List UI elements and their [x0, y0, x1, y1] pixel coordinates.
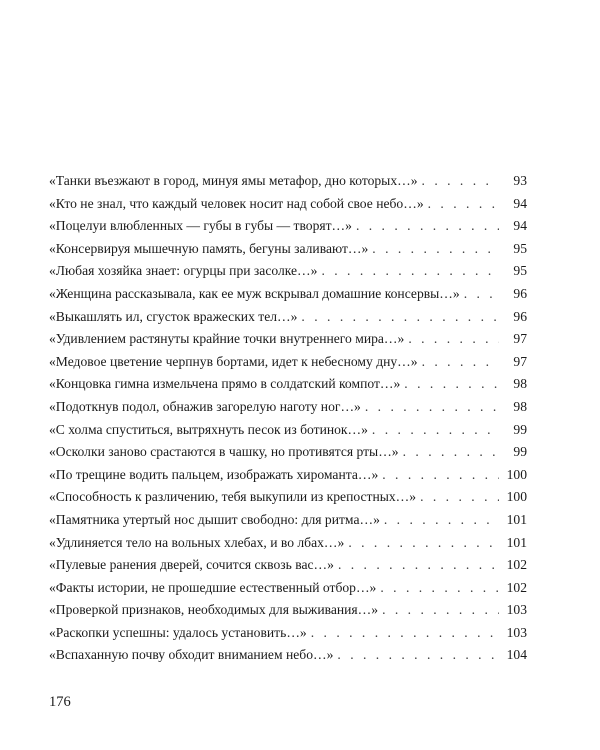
toc-entry-page: 99 — [513, 421, 527, 437]
toc-entry-page: 102 — [506, 579, 527, 595]
dot-leader — [384, 512, 499, 528]
dot-leader — [408, 331, 499, 347]
toc-entry-title: «Женщина рассказывала, как ее муж вскрывал домашние консервы…» — [49, 285, 460, 301]
toc-entry — [49, 422, 527, 445]
toc-entry-page: 94 — [513, 195, 527, 211]
toc-entry — [49, 467, 527, 490]
toc-entry-title: «Любая хозяйка знает: огурцы при засолке…» — [49, 263, 318, 279]
toc-entry-title: «Факты истории, не прошедшие естественный отбор…» — [49, 579, 377, 595]
toc-entry-title: «По трещине водить пальцем, изображать хироманта…» — [49, 466, 379, 482]
toc-entry — [49, 625, 527, 648]
toc-entry — [49, 399, 527, 422]
page-number: 176 — [49, 694, 71, 710]
dot-leader — [382, 602, 499, 618]
toc-entry-page: 96 — [513, 285, 527, 301]
toc-entry — [49, 580, 527, 603]
toc-entry-page: 95 — [513, 240, 527, 256]
toc-entry-page: 97 — [513, 353, 527, 369]
toc-entry-title: «Осколки заново срастаются в чашку, но противятся рты…» — [49, 444, 399, 460]
dot-leader — [404, 376, 499, 392]
toc-entry-title: «Проверкой признаков, необходимых для выживания…» — [49, 602, 379, 618]
dot-leader — [428, 196, 499, 212]
toc-entry-page: 100 — [506, 489, 527, 505]
toc-entry-page: 102 — [506, 557, 527, 573]
toc-entry — [49, 602, 527, 625]
toc-entry-title: «Медовое цветение черпнув бортами, идет к небесному дну…» — [49, 353, 418, 369]
toc-entry-title: «Кто не знал, что каждый человек носит над собой свое небо…» — [49, 195, 424, 211]
toc-entry-page: 99 — [513, 444, 527, 460]
toc-entry — [49, 489, 527, 512]
dot-leader — [422, 173, 499, 189]
toc-entry — [49, 218, 527, 241]
dot-leader — [338, 557, 499, 573]
dot-leader — [321, 263, 499, 279]
dot-leader — [337, 647, 499, 663]
toc-entry — [49, 331, 527, 354]
toc-entry — [49, 196, 527, 219]
toc-entry — [49, 512, 527, 535]
toc-entry-page: 101 — [506, 534, 527, 550]
toc-entry-title: «Поцелуи влюбленных — губы в губы — творят…» — [49, 218, 352, 234]
toc-entry-title: «Памятника утертый нос дышит свободно: для ритма…» — [49, 511, 380, 527]
toc-entry-page: 93 — [513, 173, 527, 188]
toc-entry — [49, 354, 527, 377]
toc-entry-page: 103 — [506, 624, 527, 640]
dot-leader — [464, 286, 499, 302]
toc-entry-title: «Танки въезжают в город, минуя ямы метафор, дно которых…» — [49, 173, 418, 188]
toc-entry-page: 101 — [506, 511, 527, 527]
toc-entry-page: 95 — [513, 263, 527, 279]
dot-leader — [356, 218, 499, 234]
toc-entry — [49, 444, 527, 467]
toc-entry — [49, 286, 527, 309]
toc-entry — [49, 647, 527, 670]
toc-entry-title: «Удивлением растянуты крайние точки внутреннего мира…» — [49, 331, 405, 347]
toc-entry-title: «Концовка гимна измельчена прямо в солдатский компот…» — [49, 376, 401, 392]
dot-leader — [403, 444, 499, 460]
toc-entry-title: «Подоткнув подол, обнажив загорелую наготу ног…» — [49, 398, 361, 414]
toc-entry — [49, 263, 527, 286]
toc-entry-page: 94 — [513, 218, 527, 234]
toc-entry-title: «Выкашлять ил, сгусток вражеских тел…» — [49, 308, 298, 324]
toc-entry-page: 104 — [506, 647, 527, 663]
toc-entry — [49, 557, 527, 580]
dot-leader — [380, 580, 499, 596]
toc-entry-page: 98 — [513, 376, 527, 392]
dot-leader — [311, 625, 499, 641]
toc-entry-page: 100 — [506, 466, 527, 482]
dot-leader — [422, 354, 499, 370]
toc-entry — [49, 241, 527, 264]
toc-entry-title: «Удлиняется тело на вольных хлебах, и во лбах…» — [49, 534, 345, 550]
dot-leader — [301, 309, 499, 325]
toc-entry-title: «Способность к различению, тебя выкупили из крепостных…» — [49, 489, 417, 505]
toc-entry-title: «Пулевые ранения дверей, сочится сквозь вас…» — [49, 557, 334, 573]
table-of-contents — [49, 173, 527, 670]
dot-leader — [372, 241, 499, 257]
dot-leader — [382, 467, 499, 483]
toc-entry-page: 96 — [513, 308, 527, 324]
toc-entry — [49, 376, 527, 399]
dot-leader — [420, 489, 499, 505]
toc-entry-title: «Консервируя мышечную память, бегуны заливают…» — [49, 240, 369, 256]
dot-leader — [372, 422, 499, 438]
toc-entry-title: «Вспаханную почву обходит вниманием небо…» — [49, 647, 334, 663]
toc-entry — [49, 535, 527, 558]
toc-entry — [49, 173, 527, 196]
toc-entry-page: 97 — [513, 331, 527, 347]
toc-entry-page: 103 — [506, 602, 527, 618]
toc-entry-title: «С холма спуститься, вытряхнуть песок из ботинок…» — [49, 421, 368, 437]
toc-entry-title: «Раскопки успешны: удалось установить…» — [49, 624, 307, 640]
dot-leader — [365, 399, 499, 415]
toc-entry-page: 98 — [513, 398, 527, 414]
dot-leader — [348, 535, 499, 551]
toc-entry — [49, 309, 527, 332]
